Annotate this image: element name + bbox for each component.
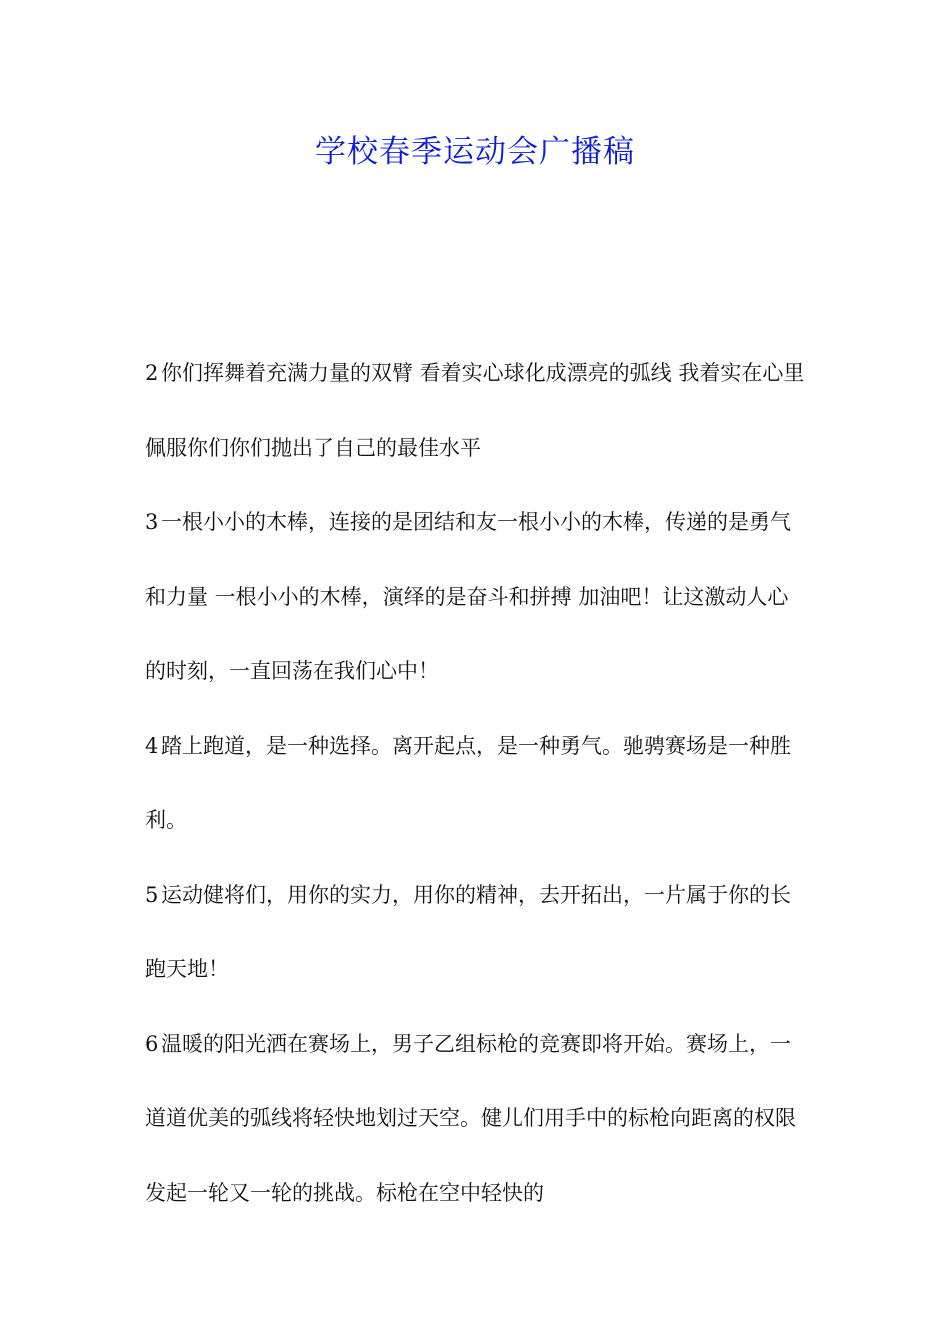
paragraph-text: 踏上跑道，是一种选择。离开起点，是一种勇气。驰骋赛场是一种胜利。 <box>145 733 791 832</box>
paragraph-number: 5 <box>145 882 159 907</box>
paragraph-6 <box>145 1007 809 1231</box>
paragraph-2 <box>145 336 809 485</box>
paragraph-text: 你们挥舞着充满力量的双臂 看着实心球化成漂亮的弧线 我着实在心里佩服你们你们抛出了自己的最佳水平 <box>145 361 805 460</box>
document-title: 学校春季运动会广播稿 <box>315 134 635 170</box>
paragraph-text: 温暖的阳光洒在赛场上，男子乙组标枪的竞赛即将开始。赛场上，一道道优美的弧线将轻快地划过天空。健儿们用手中的标枪向距离的权限发起一轮又一轮的挑战。标枪在空中轻快的 <box>145 1031 796 1205</box>
paragraph-text: 一根小小的木棒，连接的是团结和友一根小小的木棒，传递的是勇气和力量 一根小小的木棒，演绎的是奋斗和拼搏 加油吧！让这激动人心的时刻，一直回荡在我们心中！ <box>145 510 791 683</box>
paragraph-number: 3 <box>145 510 159 534</box>
paragraph-number: 2 <box>145 361 159 385</box>
paragraph-4 <box>145 709 809 858</box>
paragraph-3 <box>145 485 809 709</box>
document-body <box>145 336 809 1230</box>
paragraph-number: 6 <box>145 1031 159 1056</box>
paragraph-5 <box>145 858 809 1007</box>
paragraph-text: 运动健将们，用你的实力，用你的精神，去开拓出，一片属于你的长跑天地！ <box>145 882 791 981</box>
paragraph-number: 4 <box>145 733 159 758</box>
